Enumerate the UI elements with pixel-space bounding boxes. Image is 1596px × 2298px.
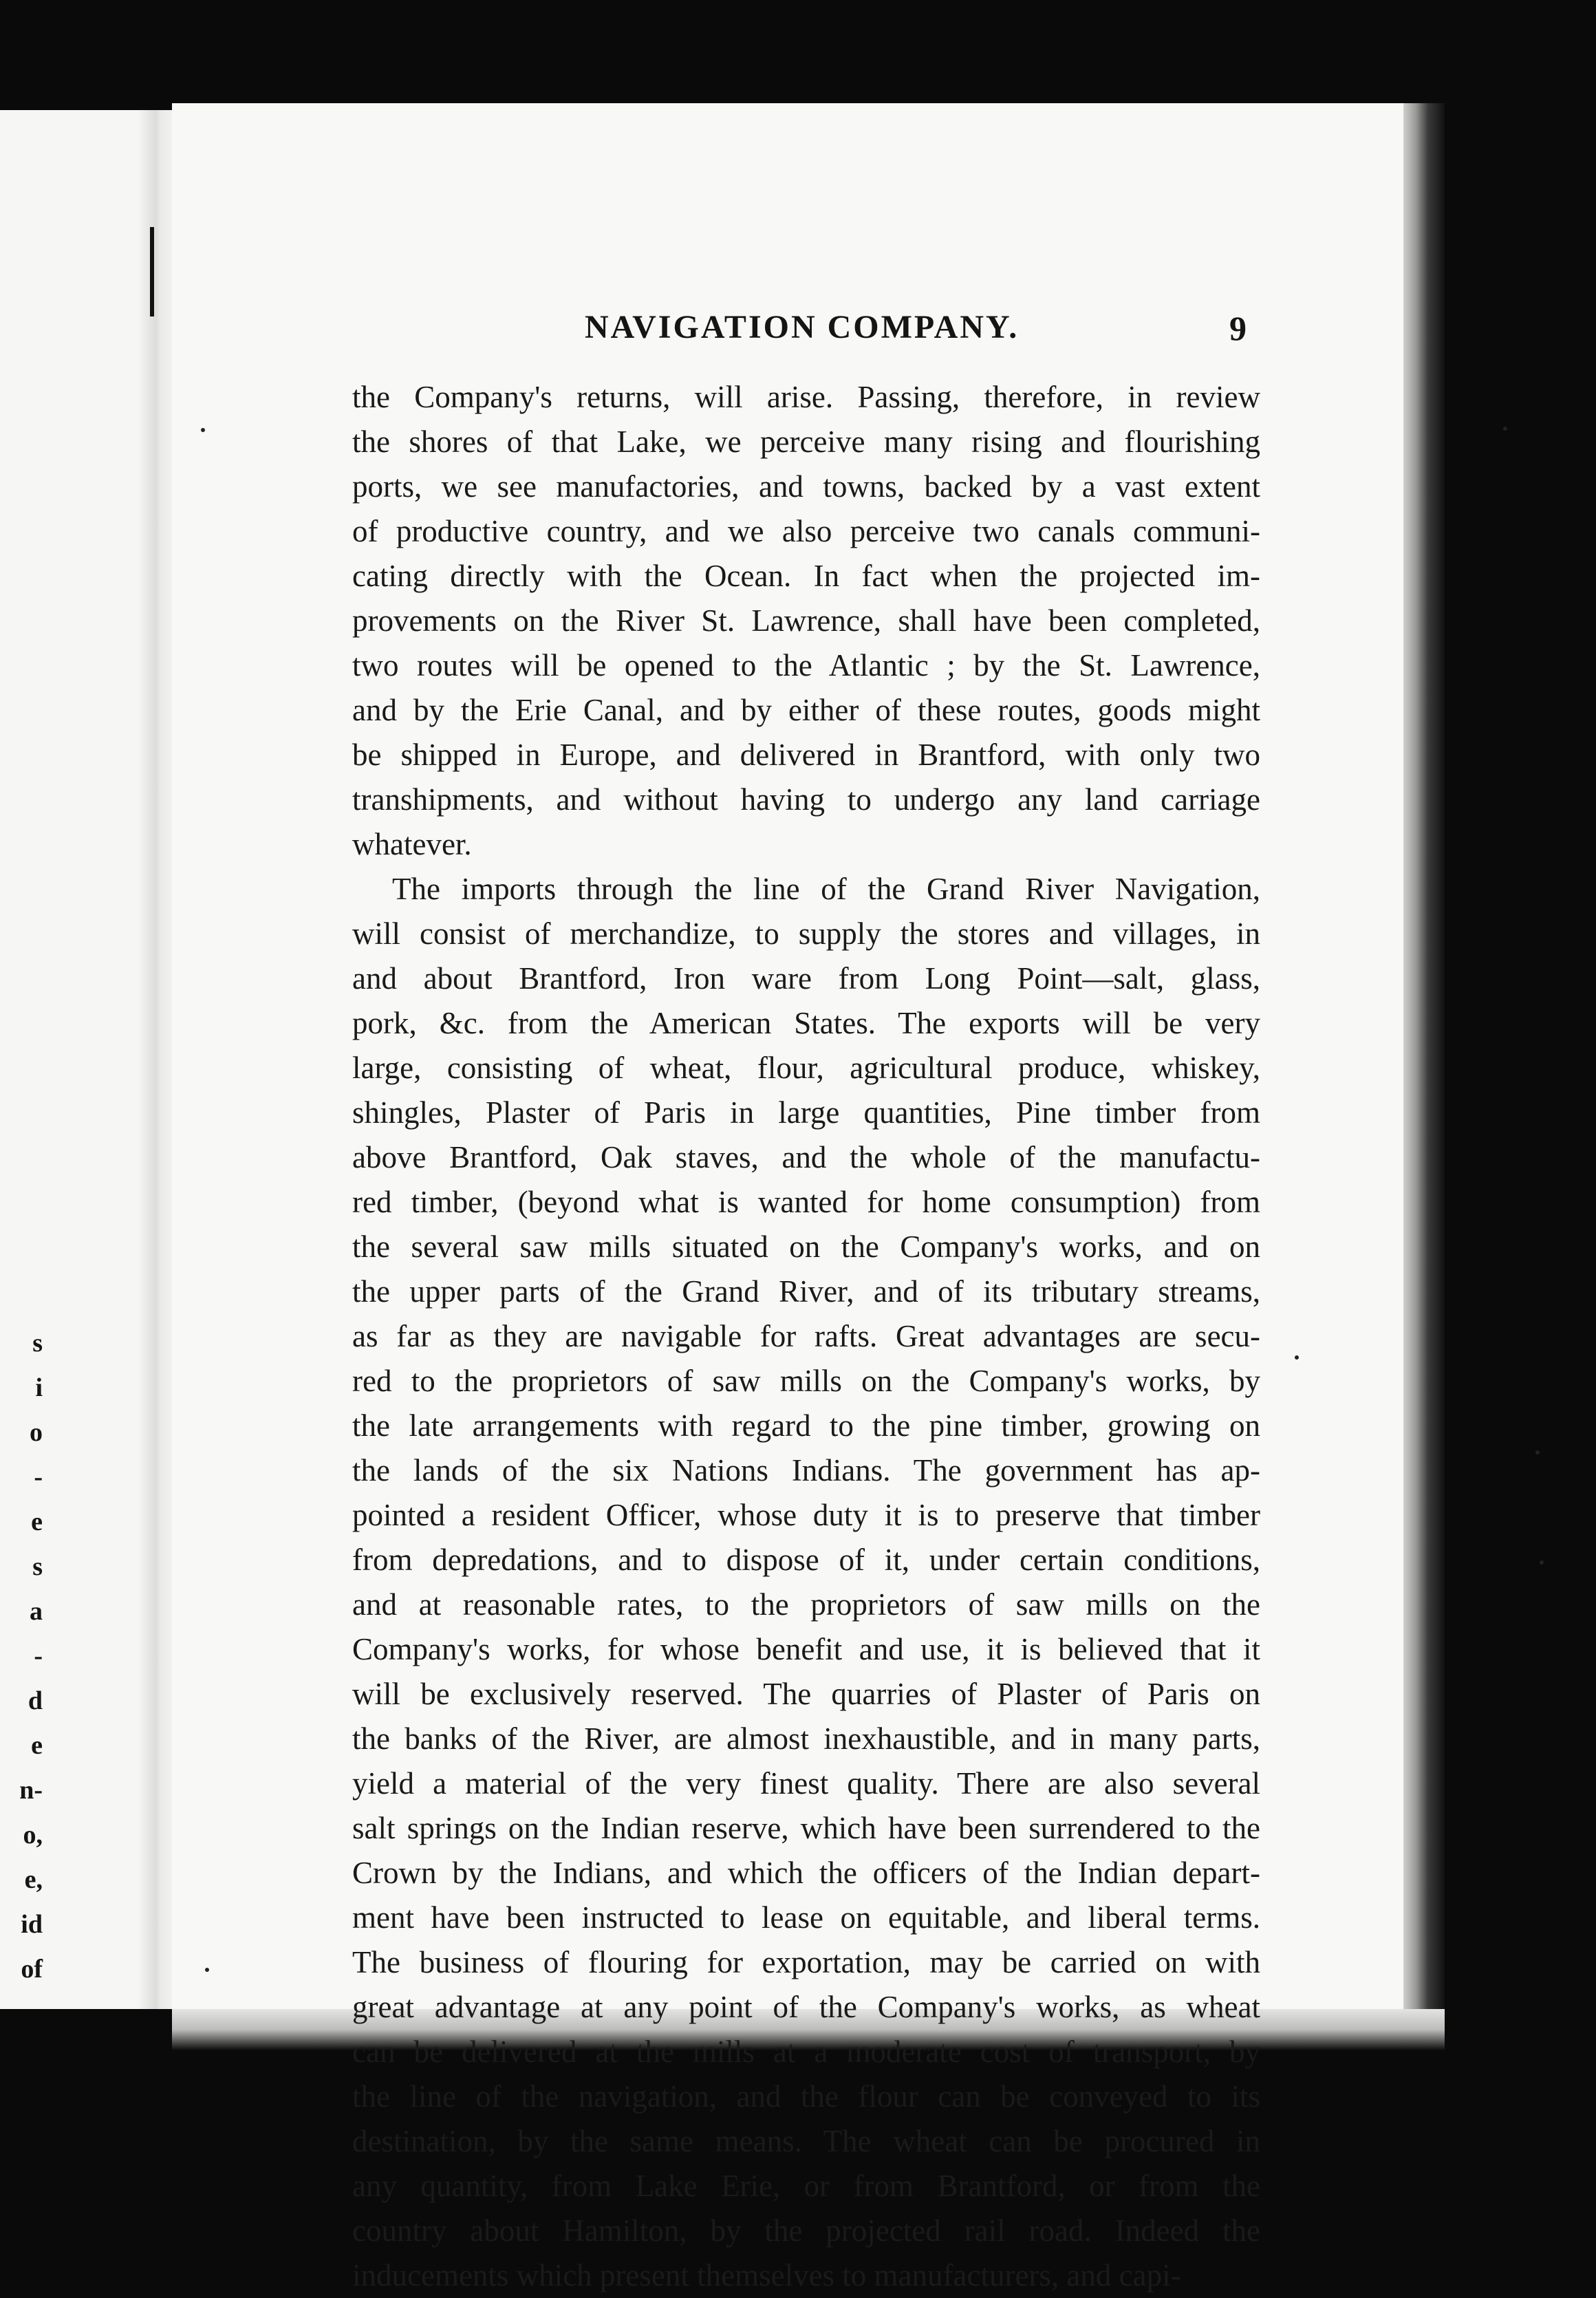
body-text-line: as far as they are navigable for rafts. Great advantages are secu-	[352, 1319, 1260, 1353]
body-text-line: can be delivered at the mills at a moderate cost of transport, by	[352, 2034, 1260, 2069]
body-text-line: above Brantford, Oak staves, and the whole of the manufactu-	[352, 1140, 1260, 1174]
left-edge-fragment: id	[21, 1910, 43, 1939]
left-edge-fragment: d	[28, 1686, 43, 1715]
body-text-line: inducements which present themselves to manufacturers, and capi-	[352, 2258, 1181, 2292]
body-text-line: the shores of that Lake, we perceive many rising and flourishing	[352, 425, 1260, 459]
left-edge-fragment: e,	[24, 1865, 43, 1894]
body-text-line: Crown by the Indians, and which the officers of the Indian depart-	[352, 1856, 1260, 1890]
body-text-line: the upper parts of the Grand River, and of its tributary streams,	[352, 1274, 1260, 1309]
body-text-line: be shipped in Europe, and delivered in Brantford, with only two	[352, 738, 1260, 772]
body-text-line: yield a material of the very finest quality. There are also several	[352, 1766, 1260, 1801]
left-edge-fragment: n-	[19, 1776, 43, 1805]
left-edge-fragment: a	[30, 1597, 43, 1626]
body-text-line: shingles, Plaster of Paris in large quantities, Pine timber from	[352, 1095, 1260, 1130]
body-text-line: two routes will be opened to the Atlantic ; by the St. Lawrence,	[352, 648, 1260, 683]
body-text-line: whatever.	[352, 827, 472, 861]
scan-speck	[1540, 1560, 1544, 1565]
body-text-line: great advantage at any point of the Company's works, as wheat	[352, 1990, 1260, 2024]
body-text-line: the Company's returns, will arise. Passing, therefore, in review	[352, 380, 1260, 414]
scan-speck	[1295, 1355, 1299, 1360]
left-edge-fragment: s	[32, 1552, 43, 1581]
body-text-line: from depredations, and to dispose of it, under certain conditions,	[352, 1543, 1260, 1577]
body-text-line: the several saw mills situated on the Company's works, and on	[352, 1229, 1260, 1264]
left-edge-fragment: s	[32, 1329, 43, 1357]
body-text-line: salt springs on the Indian reserve, which have been surrendered to the	[352, 1811, 1260, 1845]
body-text-line: The business of flouring for exportation, may be carried on with	[352, 1945, 1260, 1979]
body-text	[352, 375, 1260, 2298]
body-text-line: the late arrangements with regard to the pine timber, growing on	[352, 1408, 1260, 1443]
body-text-line: will be exclusively reserved. The quarries of Plaster of Paris on	[352, 1677, 1260, 1711]
body-text-line: pork, &c. from the American States. The exports will be very	[352, 1006, 1260, 1040]
body-text-line: the lands of the six Nations Indians. The government has ap-	[352, 1453, 1260, 1488]
body-text-line: red timber, (beyond what is wanted for home consumption) from	[352, 1185, 1260, 1219]
left-page-edge-text	[1, 1321, 43, 1992]
left-edge-fragment: e	[31, 1507, 43, 1536]
body-text-line: provements on the River St. Lawrence, shall have been completed,	[352, 603, 1260, 638]
body-text-line: transhipments, and without having to undergo any land carriage	[352, 782, 1260, 817]
body-text-line: country about Hamilton, by the projected rail road. Indeed the	[352, 2213, 1260, 2248]
body-text-line: The imports through the line of the Grand River Navigation,	[392, 872, 1260, 906]
left-edge-fragment: e	[31, 1731, 43, 1760]
scan-speck	[201, 428, 205, 432]
page-edge-shadow	[1403, 103, 1445, 2043]
body-text-line: ports, we see manufactories, and towns, backed by a vast extent	[352, 469, 1260, 504]
page-number: 9	[1229, 309, 1247, 347]
body-text-line: of productive country, and we also perceive two canals communi-	[352, 514, 1260, 548]
left-edge-fragment: o	[30, 1418, 43, 1447]
scan-speck	[1535, 1450, 1540, 1454]
scan-speck	[205, 1968, 209, 1972]
left-edge-fragment: o,	[23, 1821, 43, 1849]
body-text-line: pointed a resident Officer, whose duty it is to preserve that timber	[352, 1498, 1260, 1532]
running-head	[172, 308, 1403, 363]
body-text-line: and by the Erie Canal, and by either of these routes, goods might	[352, 693, 1260, 727]
left-edge-fragment: i	[35, 1373, 43, 1402]
left-edge-fragment: of	[21, 1955, 43, 1984]
body-text-line: and at reasonable rates, to the proprietors of saw mills on the	[352, 1587, 1260, 1622]
scan-speck	[1503, 427, 1507, 431]
body-text-line: Company's works, for whose benefit and use, it is believed that it	[352, 1632, 1260, 1666]
body-text-line: large, consisting of wheat, flour, agricultural produce, whiskey,	[352, 1051, 1260, 1085]
body-text-line: and about Brantford, Iron ware from Long Point—salt, glass,	[352, 961, 1260, 996]
left-edge-fragment: -	[34, 1463, 43, 1492]
running-head-title: NAVIGATION COMPANY.	[585, 309, 1020, 345]
body-text-line: the line of the navigation, and the flour can be conveyed to its	[352, 2079, 1260, 2114]
body-text-line: the banks of the River, are almost inexhaustible, and in many parts,	[352, 1721, 1260, 1756]
body-text-line: will consist of merchandize, to supply the stores and villages, in	[352, 916, 1260, 951]
body-text-line: cating directly with the Ocean. In fact when the projected im-	[352, 559, 1260, 593]
left-edge-fragment: -	[34, 1642, 43, 1671]
body-text-line: ment have been instructed to lease on equitable, and liberal terms.	[352, 1900, 1260, 1935]
body-text-line: any quantity, from Lake Erie, or from Brantford, or from the	[352, 2169, 1260, 2203]
gutter-mark	[150, 227, 154, 316]
body-text-line: destination, by the same means. The wheat can be procured in	[352, 2124, 1260, 2158]
body-text-line: red to the proprietors of saw mills on the Company's works, by	[352, 1364, 1260, 1398]
